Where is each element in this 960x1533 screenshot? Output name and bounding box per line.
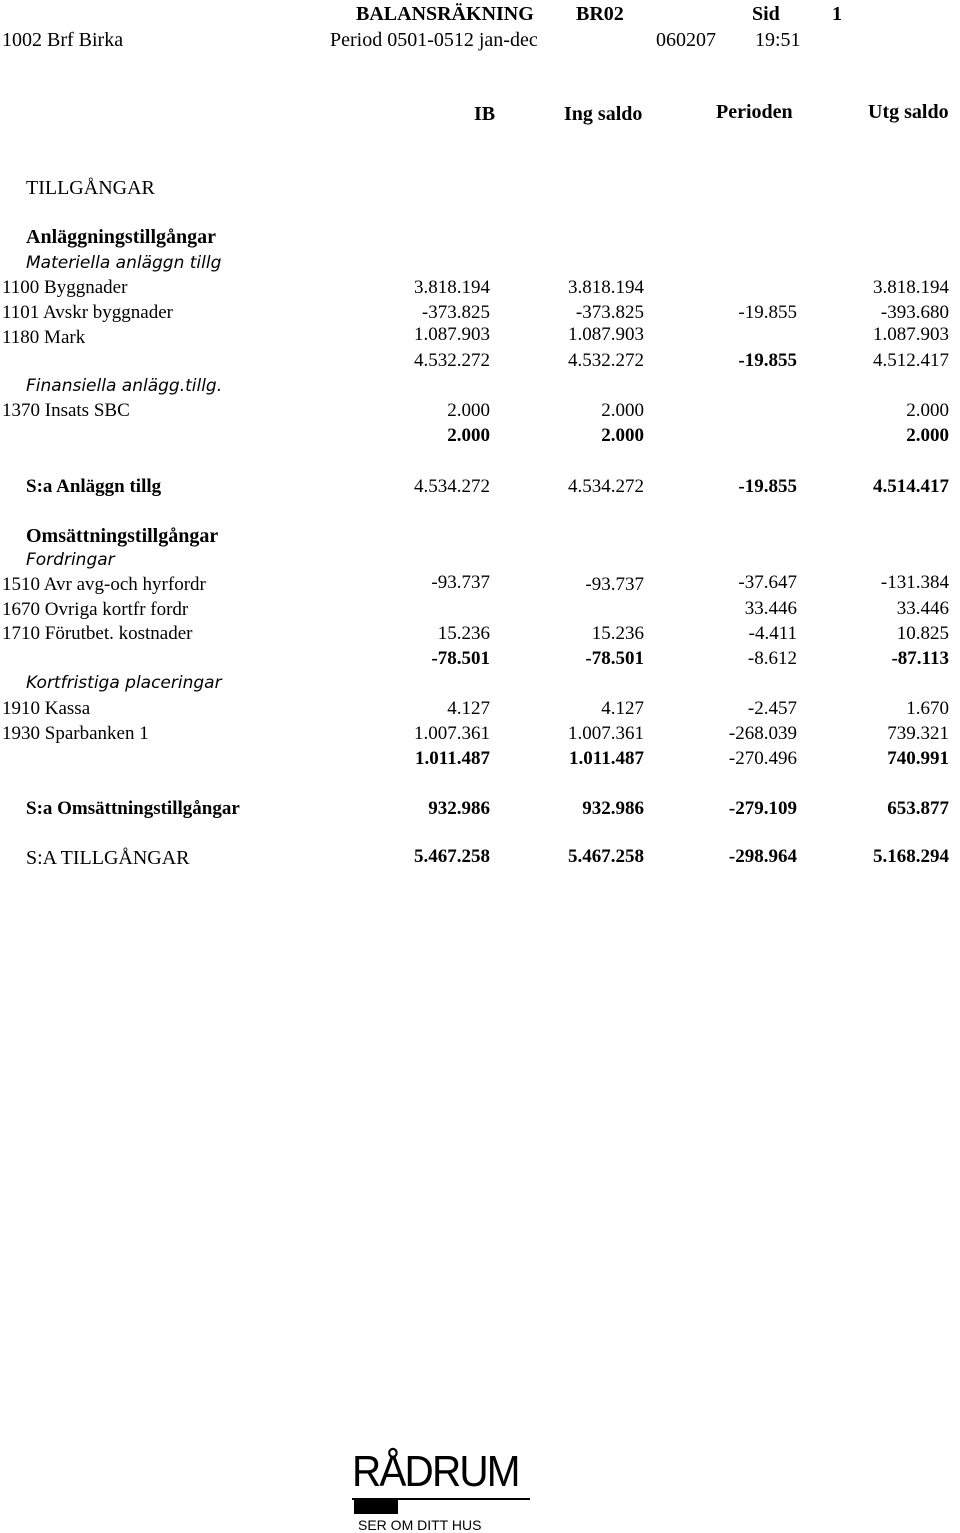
value-ib: 3.818.194: [414, 277, 490, 298]
value-ib: -93.737: [431, 572, 490, 593]
section-assets: TILLGÅNGAR: [26, 177, 155, 199]
subsection-tangible: Materiella anläggn tillg: [26, 253, 222, 273]
subtotal-ing-saldo: 2.000: [601, 425, 644, 446]
total-perioden: -279.109: [728, 798, 797, 819]
subtotal-ib: -78.501: [431, 648, 490, 669]
total-utg-saldo: 4.514.417: [873, 476, 949, 497]
assets-total-label: S:A TILLGÅNGAR: [26, 847, 190, 869]
account-label: 1510 Avr avg-och hyrfordr: [2, 574, 206, 595]
value-ing-saldo: -373.825: [575, 302, 644, 323]
column-header-ib: IB: [474, 103, 496, 125]
company-name: 1002 Brf Birka: [2, 29, 124, 51]
total-ib: 4.534.272: [414, 476, 490, 497]
value-ing-saldo: 15.236: [591, 623, 644, 644]
value-utg-saldo: -393.680: [880, 302, 949, 323]
value-perioden: -4.411: [748, 623, 797, 644]
section-current-assets: Omsättningstillgångar: [26, 525, 219, 547]
grand-total-utg-saldo: 5.168.294: [873, 846, 949, 867]
subtotal-utg-saldo: 740.991: [887, 748, 949, 769]
value-utg-saldo: -131.384: [880, 572, 949, 593]
fixed-assets-total-label: S:a Anläggn tillg: [26, 476, 162, 497]
total-ib: 932.986: [428, 798, 490, 819]
value-utg-saldo: 1.087.903: [873, 324, 949, 345]
subtotal-utg-saldo: 4.512.417: [873, 350, 949, 371]
subtotal-ing-saldo: 1.011.487: [569, 748, 644, 769]
value-perioden: 33.446: [744, 598, 797, 619]
subtotal-ing-saldo: 4.532.272: [568, 350, 644, 371]
report-time: 19:51: [755, 29, 801, 51]
report-code: BR02: [576, 3, 624, 25]
value-ing-saldo: 1.007.361: [568, 723, 644, 744]
account-label: 1670 Ovriga kortfr fordr: [2, 599, 189, 620]
radrum-logo: [352, 1447, 530, 1533]
value-ib: 1.007.361: [414, 723, 490, 744]
subtotal-utg-saldo: -87.113: [891, 648, 949, 669]
value-ib: 15.236: [437, 623, 490, 644]
value-ib: -373.825: [421, 302, 490, 323]
subsection-short-term: Kortfristiga placeringar: [26, 673, 222, 693]
column-header-utg-saldo: Utg saldo: [868, 101, 949, 123]
value-utg-saldo: 739.321: [887, 723, 949, 744]
account-label: 1180 Mark: [2, 327, 86, 348]
page-number: 1: [832, 3, 842, 25]
total-ing-saldo: 4.534.272: [568, 476, 644, 497]
logo-wordmark: RÅDRUM: [352, 1447, 519, 1496]
value-ib: 1.087.903: [414, 324, 490, 345]
page-label: Sid: [752, 3, 780, 25]
column-header-perioden: Perioden: [716, 101, 793, 123]
account-label: 1100 Byggnader: [2, 277, 128, 298]
value-perioden: -268.039: [728, 723, 797, 744]
value-utg-saldo: 2.000: [906, 400, 949, 421]
value-ib: 2.000: [447, 400, 490, 421]
value-ing-saldo: 4.127: [601, 698, 644, 719]
grand-total-perioden: -298.964: [728, 846, 797, 867]
column-header-ing-saldo: Ing saldo: [564, 103, 643, 125]
subtotal-perioden: -8.612: [747, 648, 797, 669]
subtotal-perioden: -19.855: [738, 350, 797, 371]
value-utg-saldo: 3.818.194: [873, 277, 949, 298]
subtotal-ib: 1.011.487: [415, 748, 490, 769]
account-label: 1710 Förutbet. kostnader: [2, 623, 193, 644]
total-utg-saldo: 653.877: [887, 798, 949, 819]
logo-tagline: SER OM DITT HUS: [358, 1517, 482, 1533]
section-fixed-assets: Anläggningstillgångar: [26, 226, 217, 248]
value-utg-saldo: 1.670: [906, 698, 949, 719]
subtotal-utg-saldo: 2.000: [906, 425, 949, 446]
account-label: 1101 Avskr byggnader: [2, 302, 173, 323]
value-ing-saldo: 1.087.903: [568, 324, 644, 345]
value-ing-saldo: -93.737: [585, 574, 644, 595]
value-ing-saldo: 3.818.194: [568, 277, 644, 298]
value-perioden: -19.855: [738, 302, 797, 323]
period-label: Period 0501-0512 jan-dec: [330, 29, 538, 51]
logo-mark-icon: [354, 1500, 398, 1514]
grand-total-ib: 5.467.258: [414, 846, 490, 867]
account-label: 1910 Kassa: [2, 698, 91, 719]
subsection-receivables: Fordringar: [26, 550, 115, 570]
value-utg-saldo: 10.825: [896, 623, 949, 644]
report-title: BALANSRÄKNING: [356, 3, 534, 25]
value-perioden: -37.647: [738, 572, 797, 593]
subtotal-perioden: -270.496: [728, 748, 797, 769]
report-date: 060207: [656, 29, 716, 51]
value-ib: 4.127: [447, 698, 490, 719]
value-utg-saldo: 33.446: [896, 598, 949, 619]
subtotal-ib: 2.000: [447, 425, 490, 446]
subtotal-ib: 4.532.272: [414, 350, 490, 371]
value-ing-saldo: 2.000: [601, 400, 644, 421]
subsection-financial: Finansiella anlägg.tillg.: [26, 376, 223, 396]
current-assets-total-label: S:a Omsättningstillgångar: [26, 798, 240, 819]
grand-total-ing-saldo: 5.467.258: [568, 846, 644, 867]
subtotal-ing-saldo: -78.501: [585, 648, 644, 669]
value-perioden: -2.457: [747, 698, 797, 719]
total-perioden: -19.855: [738, 476, 797, 497]
account-label: 1930 Sparbanken 1: [2, 723, 149, 744]
total-ing-saldo: 932.986: [582, 798, 644, 819]
account-label: 1370 Insats SBC: [2, 400, 130, 421]
